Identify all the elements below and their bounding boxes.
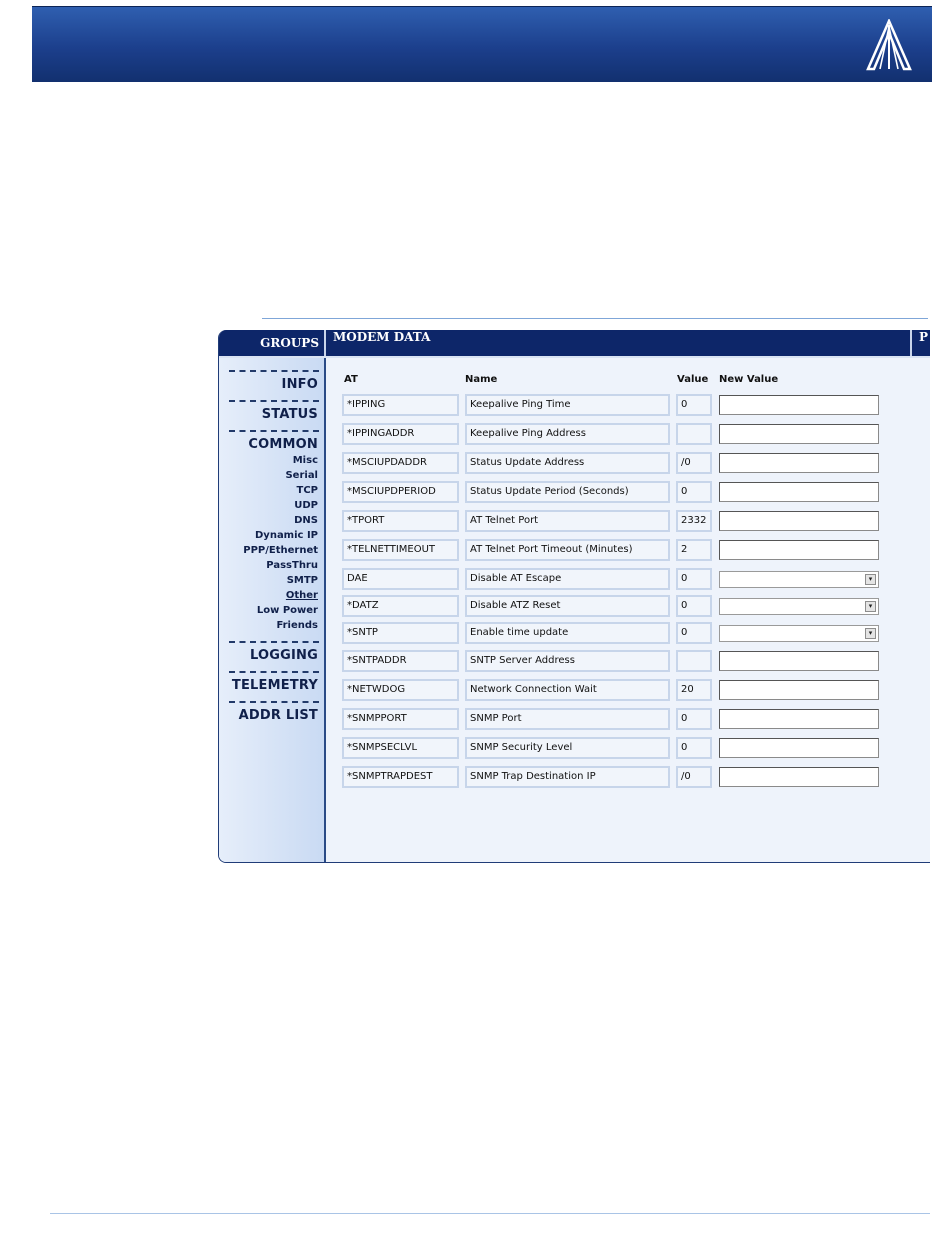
sidebar-divider [229,701,319,703]
new-value-input[interactable] [720,652,878,670]
at-command-cell: *SNTPADDR [342,650,459,672]
new-value-input-wrapper [719,395,879,415]
sidebar-divider [229,430,319,432]
table-row [326,394,930,416]
new-value-input-wrapper [719,540,879,560]
table-row [326,679,930,701]
sidebar-item-telemetry[interactable]: TELEMETRY [231,678,318,693]
table-row [326,539,930,561]
current-value-cell: 2332 [676,510,712,532]
sidebar-item-common[interactable]: COMMON [248,437,318,452]
current-value-cell: 0 [676,481,712,503]
column-header-value: Value [677,374,709,385]
new-value-dropdown[interactable] [719,625,879,642]
at-command-cell: *SNMPTRAPDEST [342,766,459,788]
new-value-input[interactable] [720,425,878,443]
setting-name-cell: Disable ATZ Reset [465,595,670,617]
sidebar-divider [229,370,319,372]
groups-header: GROUPS [260,336,319,350]
new-value-input[interactable] [720,541,878,559]
at-command-cell: *SNMPPORT [342,708,459,730]
current-value-cell: 0 [676,708,712,730]
at-command-cell: *MSCIUPDADDR [342,452,459,474]
settings-table [326,358,930,862]
setting-name-cell: AT Telnet Port [465,510,670,532]
current-value-cell: /0 [676,766,712,788]
table-row [326,650,930,672]
current-value-cell: 2 [676,539,712,561]
sidebar-item-misc[interactable]: Misc [292,455,318,466]
table-row [326,568,930,590]
new-value-input-wrapper [719,511,879,531]
table-row [326,423,930,445]
new-value-input[interactable] [720,710,878,728]
top-divider [262,318,928,319]
dropdown-arrow-icon[interactable]: ▾ [865,601,876,612]
sidebar-item-dns[interactable]: DNS [294,515,318,526]
current-value-cell: 0 [676,568,712,590]
new-value-input-wrapper [719,680,879,700]
sidebar-item-friends[interactable]: Friends [276,620,318,631]
bottom-divider [50,1213,930,1214]
current-value-cell: 0 [676,595,712,617]
header-separator [910,330,912,356]
current-value-cell [676,650,712,672]
sidebar-item-ppp-ethernet[interactable]: PPP/Ethernet [243,545,318,556]
sidebar-divider [229,641,319,643]
new-value-input[interactable] [720,483,878,501]
setting-name-cell: Enable time update [465,622,670,644]
new-value-input-wrapper [719,767,879,787]
dropdown-arrow-icon[interactable]: ▾ [865,628,876,639]
at-command-cell: *IPPING [342,394,459,416]
setting-name-cell: Network Connection Wait [465,679,670,701]
at-command-cell: *SNTP [342,622,459,644]
sidebar-item-other[interactable]: Other [285,590,318,601]
sidebar-divider [229,671,319,673]
new-value-input-wrapper [719,424,879,444]
section-title: MODEM DATA [333,330,431,344]
table-row [326,622,930,644]
sidebar-item-logging[interactable]: LOGGING [250,648,318,663]
new-value-dropdown[interactable] [719,571,879,588]
sidebar-item-tcp[interactable]: TCP [296,485,318,496]
table-row [326,595,930,617]
sidebar-item-dynamic-ip[interactable]: Dynamic IP [255,530,318,541]
table-row [326,452,930,474]
dropdown-arrow-icon[interactable]: ▾ [865,574,876,585]
current-value-cell: /0 [676,452,712,474]
setting-name-cell: Status Update Address [465,452,670,474]
sidebar-divider [229,400,319,402]
right-section-label: P [919,330,929,344]
new-value-dropdown[interactable] [719,598,879,615]
top-banner [32,6,932,82]
current-value-cell: 0 [676,737,712,759]
setting-name-cell: SNTP Server Address [465,650,670,672]
new-value-input[interactable] [720,768,878,786]
column-header-name: Name [465,374,498,385]
sidebar-item-passthru[interactable]: PassThru [266,560,318,571]
column-header-new-value: New Value [719,374,779,385]
airlink-logo-icon [866,19,912,71]
setting-name-cell: SNMP Trap Destination IP [465,766,670,788]
current-value-cell [676,423,712,445]
sidebar-item-addr-list[interactable]: ADDR LIST [238,708,318,723]
at-command-cell: *SNMPSECLVL [342,737,459,759]
setting-name-cell: SNMP Port [465,708,670,730]
at-command-cell: *NETWDOG [342,679,459,701]
new-value-input-wrapper [719,651,879,671]
groups-sidebar [219,358,326,862]
current-value-cell: 0 [676,622,712,644]
new-value-input[interactable] [720,739,878,757]
setting-name-cell: Status Update Period (Seconds) [465,481,670,503]
table-row [326,481,930,503]
new-value-input[interactable] [720,681,878,699]
table-row [326,708,930,730]
setting-name-cell: Disable AT Escape [465,568,670,590]
header-separator [324,330,326,356]
new-value-input[interactable] [720,454,878,472]
column-header-at: AT [344,374,358,385]
at-command-cell: DAE [342,568,459,590]
modem-data-panel [218,330,930,863]
at-command-cell: *DATZ [342,595,459,617]
sidebar-item-info[interactable]: INFO [281,377,318,392]
at-command-cell: *MSCIUPDPERIOD [342,481,459,503]
sidebar-item-smtp[interactable]: SMTP [286,575,318,586]
new-value-input-wrapper [719,738,879,758]
setting-name-cell: Keepalive Ping Time [465,394,670,416]
setting-name-cell: Keepalive Ping Address [465,423,670,445]
sidebar-item-status[interactable]: STATUS [261,407,318,422]
panel-header [219,330,930,358]
new-value-input-wrapper [719,709,879,729]
setting-name-cell: AT Telnet Port Timeout (Minutes) [465,539,670,561]
sidebar-item-serial[interactable]: Serial [285,470,318,481]
setting-name-cell: SNMP Security Level [465,737,670,759]
current-value-cell: 20 [676,679,712,701]
sidebar-item-low-power[interactable]: Low Power [256,605,318,616]
at-command-cell: *TELNETTIMEOUT [342,539,459,561]
new-value-input[interactable] [720,396,878,414]
new-value-input-wrapper [719,453,879,473]
at-command-cell: *TPORT [342,510,459,532]
new-value-input[interactable] [720,512,878,530]
table-row [326,510,930,532]
sidebar-item-udp[interactable]: UDP [294,500,318,511]
current-value-cell: 0 [676,394,712,416]
table-row [326,737,930,759]
at-command-cell: *IPPINGADDR [342,423,459,445]
table-row [326,766,930,788]
new-value-input-wrapper [719,482,879,502]
